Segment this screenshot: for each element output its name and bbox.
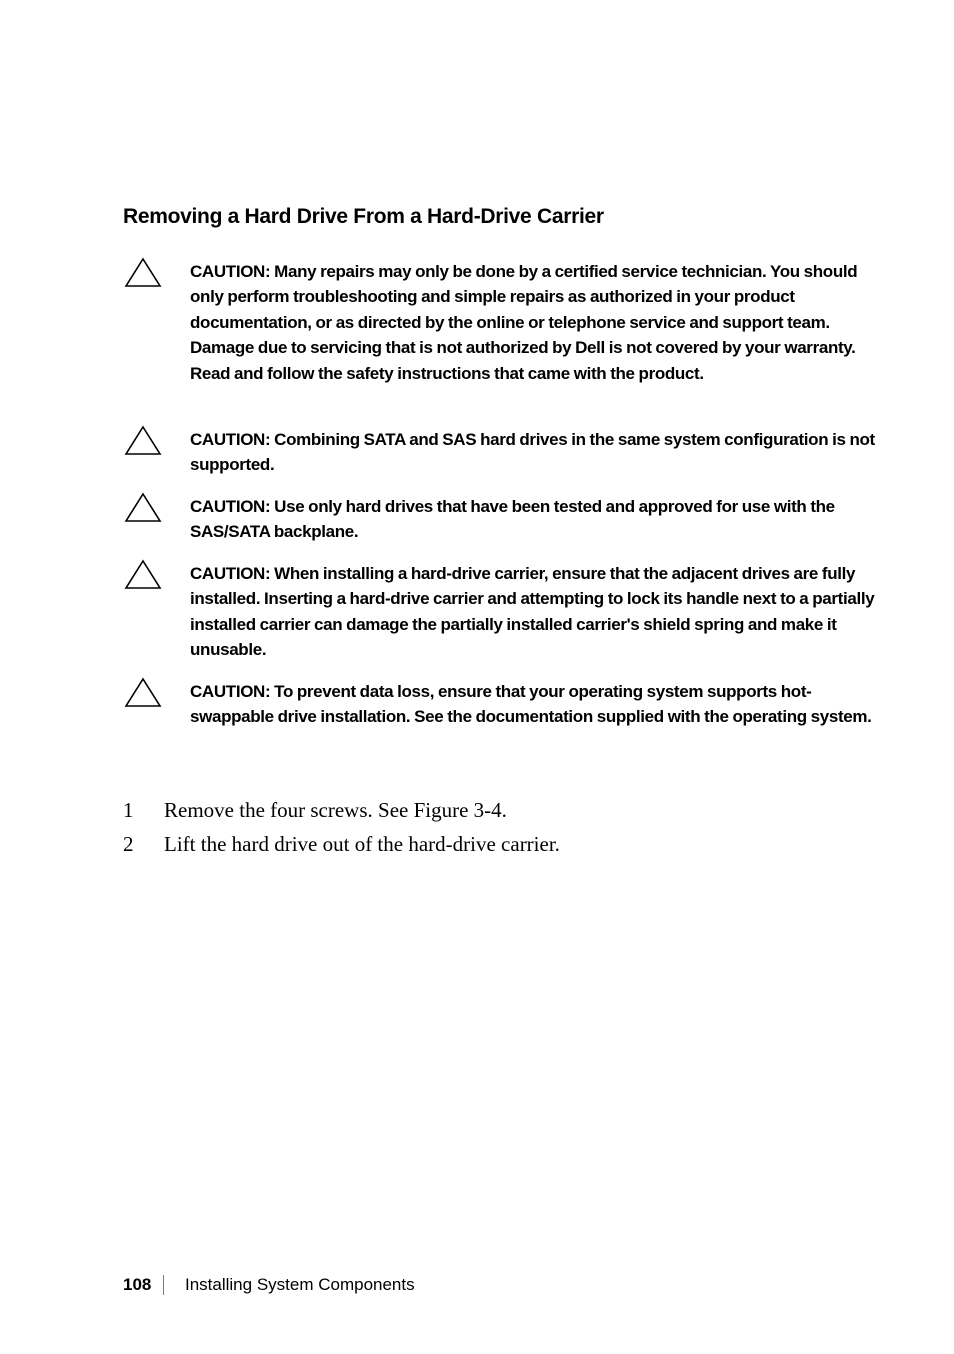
footer-divider (163, 1275, 164, 1295)
caution-text: CAUTION: Many repairs may only be done by a certified service technician. You should only perform troubleshooting and simple repairs as authorized in your product documentation, or as directed by the online or telephone service and support team. Damage due to servicing that is not authorized by Dell is not covered by your warranty. Read and follow the safety instructions that came with the product. (190, 262, 858, 383)
step-item (123, 827, 863, 861)
step-text: Lift the hard drive out of the hard-drive carrier. (164, 832, 560, 856)
caution-text: CAUTION: Combining SATA and SAS hard drives in the same system configuration is not supported. (190, 430, 875, 475)
footer-section-name: Installing System Components (185, 1275, 415, 1294)
caution-triangle-icon (123, 558, 163, 592)
procedure-steps (123, 793, 863, 861)
caution-triangle-icon (123, 491, 163, 525)
step-text: Remove the four screws. See Figure 3-4. (164, 798, 507, 822)
caution-text: CAUTION: Use only hard drives that have been tested and approved for use with the SAS/SATA backplane. (190, 497, 835, 542)
caution-triangle-icon (123, 424, 163, 458)
caution-text: CAUTION: To prevent data loss, ensure that your operating system supports hot-swappable drive installation. See the documentation supplied with the operating system. (190, 682, 872, 727)
caution-triangle-icon (123, 256, 163, 290)
caution-text: CAUTION: When installing a hard-drive carrier, ensure that the adjacent drives are fully installed. Inserting a hard-drive carrier and attempting to lock its handle next to a partially installed carrier can damage the partially installed carrier's shield spring and make it unusable. (190, 564, 875, 660)
step-number: 1 (123, 798, 134, 822)
caution-triangle-icon (123, 676, 163, 710)
step-item (123, 793, 863, 827)
page-number: 108 (123, 1275, 152, 1294)
page-title: Removing a Hard Drive From a Hard-Drive Carrier (123, 205, 604, 228)
step-number: 2 (123, 832, 134, 856)
